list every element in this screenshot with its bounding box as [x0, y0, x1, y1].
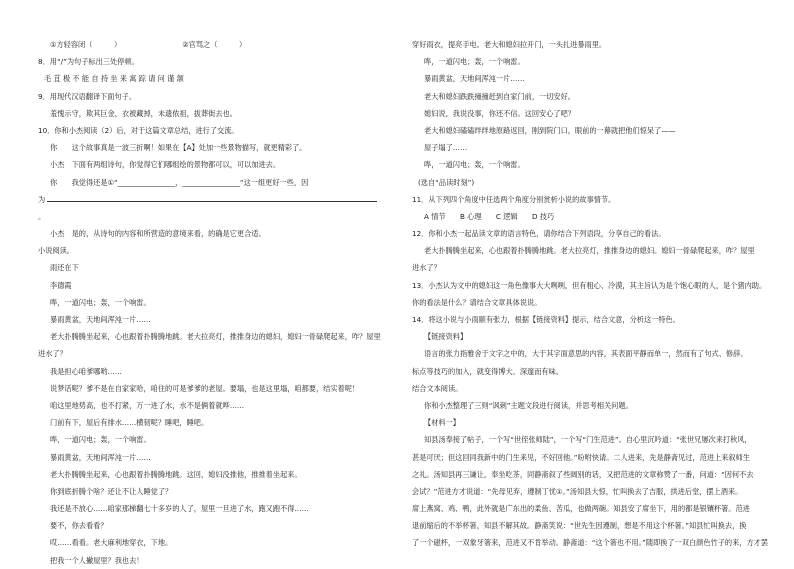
line-text: 结合文本阅读。 — [412, 383, 463, 393]
line-text: 【链接资料】 — [424, 332, 468, 342]
text-line — [412, 225, 768, 242]
line-text: 屋子塌了…… — [424, 143, 468, 153]
text-line — [412, 36, 768, 53]
text-line — [412, 466, 768, 483]
line-text: 媳妇说，我说没事，你还不信。这回安心了吧？ — [424, 108, 575, 118]
text-line — [412, 431, 768, 448]
line-text: 小杰 是的，从诗句的内容和所营造的意境来看，的确是它更合适。 — [50, 229, 266, 239]
line-text: 甚是可厌；但这回同我新中的门生来见，不好回他。”吩咐快请。二人进来，先是静斋见过，范进上来叙师生 — [412, 452, 750, 462]
text-line — [38, 345, 390, 362]
line-text: 了一个磁杯，一双象牙箸来，范进又不肯举动。静斋道：“这个箸也不用。”随即换了一双白颜色竹子的来，方才罢 — [412, 538, 768, 548]
text-line — [38, 380, 390, 397]
line-text: 标点等技巧的加入，就变得博大、深邃而有味。 — [412, 366, 563, 376]
text-line — [38, 53, 390, 70]
text-line — [412, 449, 768, 466]
text-line — [412, 328, 768, 345]
line-text: 12．你和小杰一起品读文章的语言特色，请你结合下列语段，分享自己的看法。 — [412, 229, 666, 239]
line-text: 语言的张力指雅舍于文字之中的，大于其字面意思的内容，其表面平静而单一，然而有了句式、修辞、 — [424, 349, 748, 359]
text-line — [38, 397, 390, 414]
line-text: 为 — [38, 194, 46, 204]
line-text: 哗，一道闪电；轰，一个响雷。 — [424, 160, 525, 170]
text-line — [38, 294, 390, 311]
line-text: 8．用“/”为句子标出三处停顿。 — [38, 57, 139, 67]
text-line — [412, 483, 768, 500]
line-text: 老大扑腾腾坐起来，心也跟着扑腾腾地跳。老大拉亮灯，推推身边的媳妇。媳妇一骨碌爬起来，咋？屋里 — [424, 246, 755, 256]
text-line — [38, 70, 390, 87]
line-text: 知县汤奉接了帖子，一个写“世侄张师陆”，一个写“门生范进”。自心里沉吟道：“张世兄屡次来打秋风， — [424, 435, 752, 445]
text-line — [412, 380, 768, 397]
line-text: 李德霞 — [50, 280, 72, 290]
text-line — [412, 500, 768, 517]
text-line — [412, 363, 768, 380]
right-column — [412, 36, 768, 552]
line-text: 穿好雨衣，提亮手电。老大和媳妇拉开门，一头扎进暴雨里。 — [412, 40, 607, 49]
line-text: 13．小杰认为文中的媳妇这一角色像事大大咧咧，但有粗心、冷漠，其主旨认为是个饱心眼的人，是个猪内助。 — [412, 280, 767, 290]
text-line — [38, 105, 390, 122]
line-text: 。 — [38, 211, 46, 221]
text-line — [412, 53, 768, 70]
line-text: 10．你和小杰阅读（2）后，对于这篇文章总结，进行了交流。 — [38, 125, 239, 135]
text-line — [412, 174, 768, 191]
text-line — [412, 345, 768, 362]
text-line — [412, 191, 768, 208]
line-text: 说梦话呢？爹不是在自家家哈，咱住的可是爹爹的老屋。要塌，也是这里塌，咱都要，结实着呢！ — [50, 383, 360, 393]
line-text: 你 我觉得还是①“________________，________________”这一组更好一些，因 — [50, 177, 309, 187]
line-text: 老大扑腾腾坐起来，心也跟着扑腾腾地跳。老大拉亮灯，推推身边的媳妇，媳妇一骨碌爬起来，咋？屋里 — [50, 332, 381, 342]
line-text: 会试？”范进方才说道：“先母见弃，遵制丁忧①。”汤知县大惊，忙叫换去了吉服，拱进后堂，摆上酒来。 — [412, 486, 743, 496]
text-line — [412, 105, 768, 122]
text-line — [38, 88, 390, 105]
text-line — [38, 259, 390, 276]
line-text: 哎……看看。老大麻利地穿衣，下地。 — [50, 538, 173, 548]
text-line — [38, 500, 390, 517]
line-text: 毛 苴 极 不 能 自 持 坐 来 寓 踪 请 问 谨 颔 — [44, 74, 184, 84]
text-line — [412, 242, 768, 259]
text-line — [38, 414, 390, 431]
line-text: 哗，一道闪电；轰，一个响雷。 — [50, 297, 151, 307]
text-line — [412, 156, 768, 173]
line-text: 暴雨黄盆，天地间浑沌一片…… — [50, 452, 151, 462]
line-text: 要不，你去看看？ — [50, 521, 108, 531]
left-column — [38, 36, 390, 569]
line-text: 退前缩后的不举杯箸，知县不解其故。静斋笑说：“世先生因遵制，想是不用这个杯箸。”知县忙叫换去，换 — [412, 521, 747, 531]
text-line — [38, 552, 390, 569]
text-line — [412, 311, 768, 328]
line-text: 雨还在下 — [50, 263, 79, 273]
line-text: 咱这里地势高，也不打紧，万一进了水，水不是俩着就哗…… — [50, 400, 245, 410]
line-text: ①方轻容闭（ ） ②官骂之（ ） — [50, 40, 247, 49]
line-text: 进水了？ — [412, 263, 441, 273]
line-text: 之礼。汤知县再三谦让，奉坐吃茶，同静斋叙了些阔别的话，又把范进的文章称赞了一番，问道：“因何不去 — [412, 469, 754, 479]
line-text: 【材料一】 — [424, 418, 460, 428]
text-line — [38, 36, 390, 53]
text-line — [412, 397, 768, 414]
line-text: A 情节 B 心理 C 逻辑 D 技巧 — [424, 211, 555, 221]
text-line — [38, 156, 390, 173]
line-text: 14．将这小说与小雨颐有张力，根据【链接资料】提示，结合文意，分析这一特色。 — [412, 315, 680, 324]
text-line — [38, 466, 390, 483]
text-line — [412, 208, 768, 225]
line-text: 哗，一道闪电；轰，一个响雷。 — [50, 435, 151, 445]
line-text: 你 这个故事真是一波三折啊！如果在【A】处加一些景物描写，就更精彩了。 — [50, 143, 307, 153]
line-text: 老大扑腾腾坐起来，心也跟着扑腾腾地跳。这回，媳妇没推他，推推着坐起来。 — [50, 469, 302, 479]
line-text: 暴雨黄盆，天地间浑沌一片…… — [50, 315, 151, 324]
line-text: 9．用现代汉语翻译下面句子。 — [38, 91, 137, 101]
line-text: (选自“品读时刻”) — [418, 177, 475, 187]
text-line — [38, 191, 390, 208]
text-line — [38, 517, 390, 534]
line-text: 羞愧示守，欺其巨金，衣被藏掉，未遗侬祖，拔葬街去也。 — [50, 108, 237, 118]
text-line — [38, 174, 390, 191]
line-text: 我还是不放心……咱家那梯翻七十多岁的人了，屋里一旦进了水，跑又跑不得…… — [50, 504, 309, 514]
text-line — [38, 449, 390, 466]
line-text: 我是担心咱爹哪哟…… — [50, 366, 122, 376]
text-line — [412, 277, 768, 294]
text-line — [412, 139, 768, 156]
line-text: 11．从下列四个角度中任选两个角度分别赏析小说的故事情节。 — [412, 194, 616, 204]
text-line — [38, 242, 390, 259]
line-text: 你和小杰整理了三则“讽刺”主题文段进行阅读，并思考相关问题。 — [424, 400, 633, 410]
text-line — [38, 311, 390, 328]
text-line — [38, 277, 390, 294]
line-text: 席上燕窝、鸡、鸭，此外就是广东出的柔鱼、苦瓜，也做两碗。知县安了席坐下，用的都是银镶杯箸。范进 — [412, 504, 750, 514]
text-line — [38, 122, 390, 139]
line-text: 小杰 下面有两组诗句，你觉得它们哪组绘的景物都可以，可以加进去。 — [50, 160, 281, 170]
text-line — [412, 70, 768, 87]
text-line — [412, 534, 768, 551]
line-text: 进水了？ — [38, 349, 67, 359]
text-line — [38, 139, 390, 156]
text-line — [412, 294, 768, 311]
line-text: 老大和媳妇跌跌撞撞赶到自家门前，一切安好。 — [424, 91, 575, 101]
text-line — [38, 328, 390, 345]
text-line — [38, 534, 390, 551]
line-text: 你到底折腾个啥？还让不让人睡觉了？ — [50, 486, 173, 496]
text-line — [38, 225, 390, 242]
text-line — [38, 363, 390, 380]
line-text: 把我一个人撇屋里？我也去！ — [50, 555, 144, 565]
line-text: 老大和媳妇磕磕绊绊地原路返回，刚到院门口，眼前的一幕就把他们惊呆了—— — [424, 125, 676, 135]
text-line — [412, 517, 768, 534]
text-line — [412, 122, 768, 139]
answer-blank-line — [47, 193, 377, 202]
text-line — [412, 88, 768, 105]
text-line — [38, 431, 390, 448]
text-line — [412, 259, 768, 276]
line-text: 哗，一道闪电；轰，一个响雷。 — [424, 57, 525, 67]
line-text: 暴雨黄盆，天地间浑沌一片…… — [424, 74, 525, 84]
text-line — [38, 208, 390, 225]
line-text: 你的看法是什么？请结合文章具体说说。 — [412, 297, 542, 307]
line-text: 小说阅读。 — [38, 246, 74, 256]
text-line — [38, 483, 390, 500]
line-text: 门前有下，屋后有排水……横韧呢？睡吧，睡吧。 — [50, 418, 209, 428]
text-line — [412, 414, 768, 431]
